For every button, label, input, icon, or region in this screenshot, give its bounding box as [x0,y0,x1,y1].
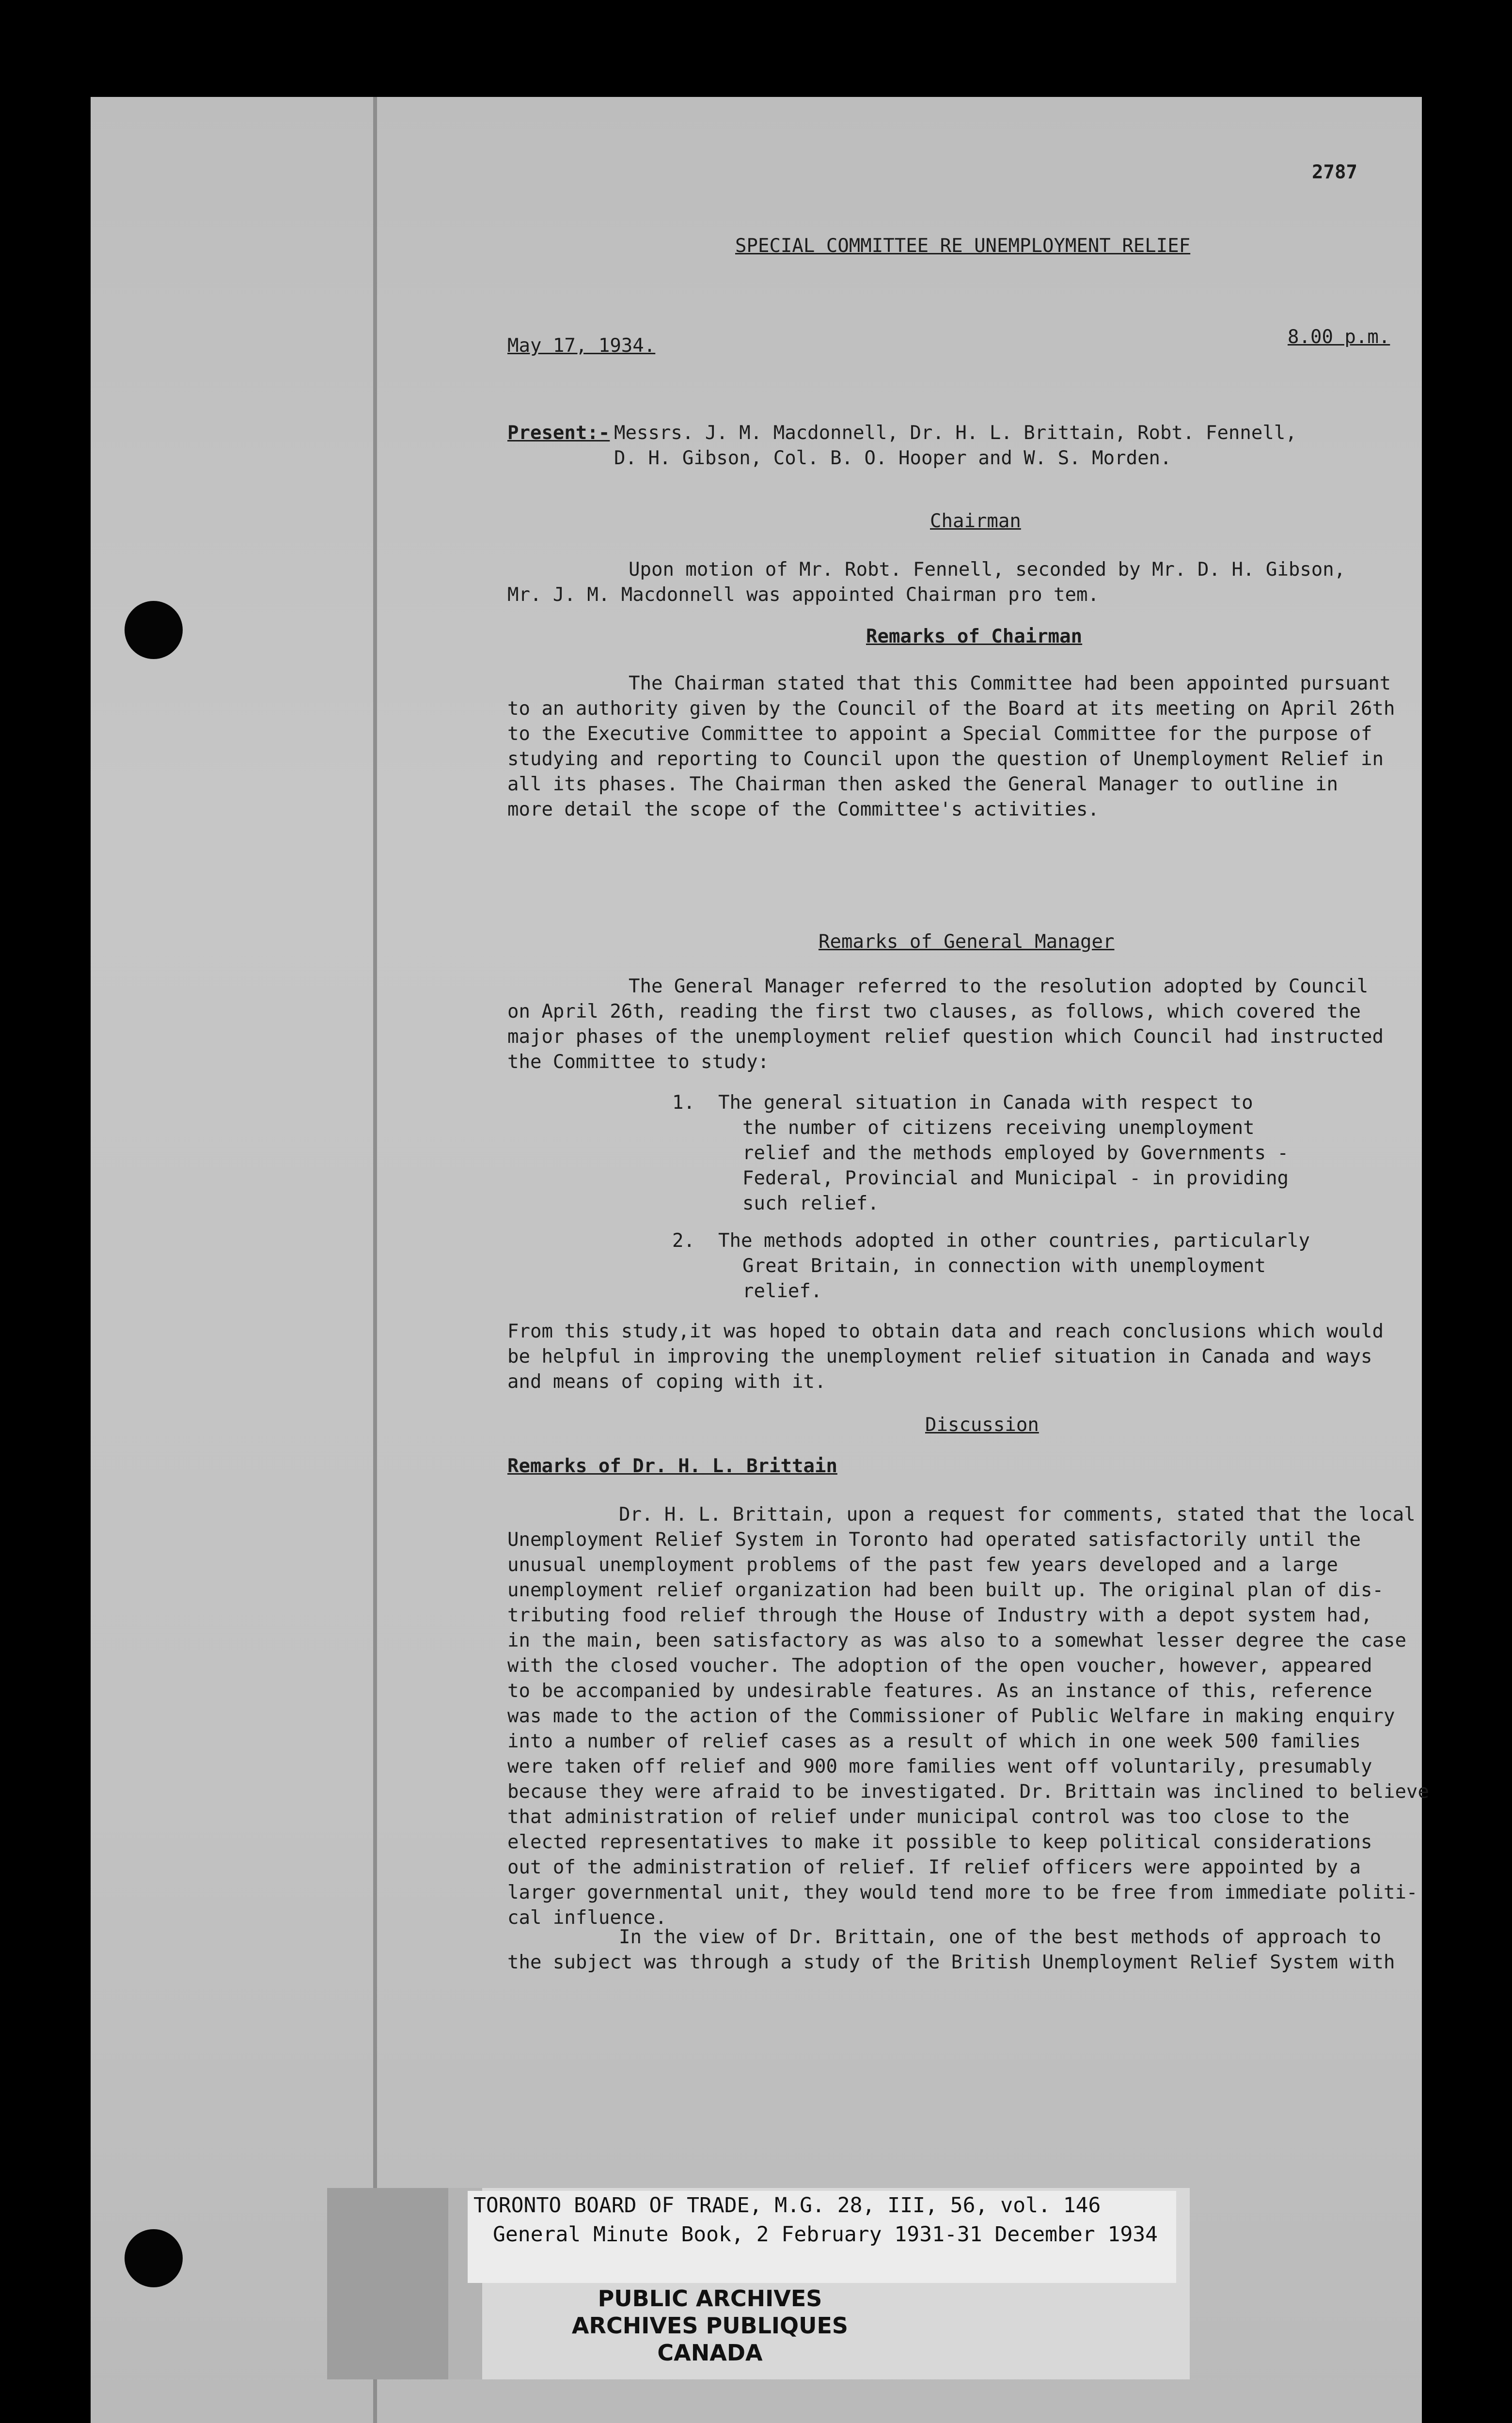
section-remarks-of-brittain: Remarks of Dr. H. L. Brittain [507,1455,837,1477]
text-line: larger governmental unit, they would tend more to be free from immediate politi- [507,1882,1418,1904]
label-bar [327,2188,448,2379]
list-item-1 [718,1090,1397,1216]
text-line: elected representatives to make it possible to keep political considerations [507,1831,1372,1853]
text-line: Mr. J. M. Macdonnell was appointed Chairman pro tem. [507,584,1099,606]
text-line: all its phases. The Chairman then asked the General Manager to outline in [507,773,1339,795]
page-number: 2787 [1312,161,1357,183]
text-line: unusual unemployment problems of the past few years developed and a large [507,1554,1339,1576]
citation-line-2: General Minute Book, 2 February 1931-31 December 1934 [493,2222,1158,2247]
list-item-number: 2. [672,1230,695,1252]
text-line: the subject was through a study of the British Unemployment Relief System with [507,1951,1395,1973]
section-chairman: Chairman [930,510,1021,532]
text-line: Upon motion of Mr. Robt. Fennell, seconded by Mr. D. H. Gibson, [629,559,1346,581]
text-line: on April 26th, reading the first two clauses, as follows, which covered the [507,1001,1361,1023]
margin-line [373,97,377,2423]
archives-line-3: CANADA [657,2340,763,2366]
citation-line-1: TORONTO BOARD OF TRADE, M.G. 28, III, 56, vol. 146 [473,2193,1101,2218]
text-line: Dr. H. L. Brittain, upon a request for comments, stated that the local [619,1504,1416,1526]
text-line: studying and reporting to Council upon the question of Unemployment Relief in [507,748,1384,770]
text-line: relief. [742,1280,822,1302]
text-line: the Committee to study: [507,1051,770,1073]
text-line: the number of citizens receiving unemployment [742,1117,1255,1139]
archive-citation [468,2191,1176,2283]
present-line-1: Messrs. J. M. Macdonnell, Dr. H. L. Brittain, Robt. Fennell, [614,422,1297,444]
text-line: Unemployment Relief System in Toronto had operated satisfactorily until the [507,1529,1361,1551]
text-line: The methods adopted in other countries, particularly [718,1230,1310,1252]
section-remarks-of-general-manager: Remarks of General Manager [819,931,1115,953]
brittain-paragraph-2 [507,1925,1472,1975]
text-line: cal influence. [507,1907,667,1929]
text-line: to an authority given by the Council of the Board at its meeting on April 26th [507,698,1395,720]
text-line: The general situation in Canada with respect to [718,1092,1253,1114]
text-line: were taken off relief and 900 more families went off voluntarily, presumably [507,1756,1372,1778]
text-line: unemployment relief organization had been built up. The original plan of dis- [507,1579,1384,1601]
text-line: The Chairman stated that this Committee had been appointed pursuant [629,673,1391,694]
general-manager-paragraph [507,974,1472,1075]
section-discussion: Discussion [925,1414,1039,1436]
text-line: major phases of the unemployment relief question which Council had instructed [507,1026,1384,1048]
punch-hole [125,2229,183,2287]
text-line: because they were afraid to be investigated. Dr. Brittain was inclined to believe [507,1781,1429,1803]
text-line: such relief. [742,1193,879,1214]
meeting-time: 8.00 p.m. [1288,326,1390,348]
text-line: into a number of relief cases as a result of which in one week 500 families [507,1731,1361,1752]
text-line: more detail the scope of the Committee's activities. [507,799,1099,820]
archive-label-card [327,2188,1190,2379]
chairman-paragraph [507,557,1472,608]
archives-stamp [468,2285,952,2366]
text-line: be helpful in improving the unemployment relief situation in Canada and ways [507,1346,1372,1368]
text-line: and means of coping with it. [507,1371,826,1393]
present-line-2: D. H. Gibson, Col. B. O. Hooper and W. S. Morden. [614,447,1172,469]
meeting-date: May 17, 1934. [507,335,656,357]
text-line: to the Executive Committee to appoint a Special Committee for the purpose of [507,723,1372,745]
document-page [91,97,1429,2423]
list-item-number: 1. [672,1092,695,1114]
brittain-paragraph [507,1502,1472,1931]
present-label: Present:- [507,422,610,444]
section-remarks-of-chairman: Remarks of Chairman [866,626,1083,647]
punch-hole [125,601,183,659]
study-paragraph [507,1319,1472,1395]
text-line: relief and the methods employed by Governments - [742,1142,1289,1164]
text-line: The General Manager referred to the resolution adopted by Council [629,975,1369,997]
document-title: SPECIAL COMMITTEE RE UNEMPLOYMENT RELIEF [735,235,1191,257]
text-line: Great Britain, in connection with unemployment [742,1255,1266,1277]
text-line: in the main, been satisfactory as was also to a somewhat lesser degree the case [507,1630,1406,1652]
text-line: In the view of Dr. Brittain, one of the best methods of approach to [619,1926,1382,1948]
list-item-2 [718,1228,1397,1304]
text-line: that administration of relief under municipal control was too close to the [507,1806,1350,1828]
text-line: out of the administration of relief. If relief officers were appointed by a [507,1857,1361,1878]
text-line: From this study,it was hoped to obtain data and reach conclusions which would [507,1321,1384,1342]
text-line: Federal, Provincial and Municipal - in providing [742,1167,1289,1189]
text-line: tributing food relief through the House of Industry with a depot system had, [507,1605,1372,1626]
text-line: with the closed voucher. The adoption of the open voucher, however, appeared [507,1655,1372,1677]
chairman-remarks-paragraph [507,671,1472,822]
archives-line-2: ARCHIVES PUBLIQUES [571,2313,849,2339]
text-line: was made to the action of the Commissioner of Public Welfare in making enquiry [507,1705,1395,1727]
archives-line-1: PUBLIC ARCHIVES [598,2285,822,2312]
text-line: to be accompanied by undesirable features. As an instance of this, reference [507,1680,1372,1702]
